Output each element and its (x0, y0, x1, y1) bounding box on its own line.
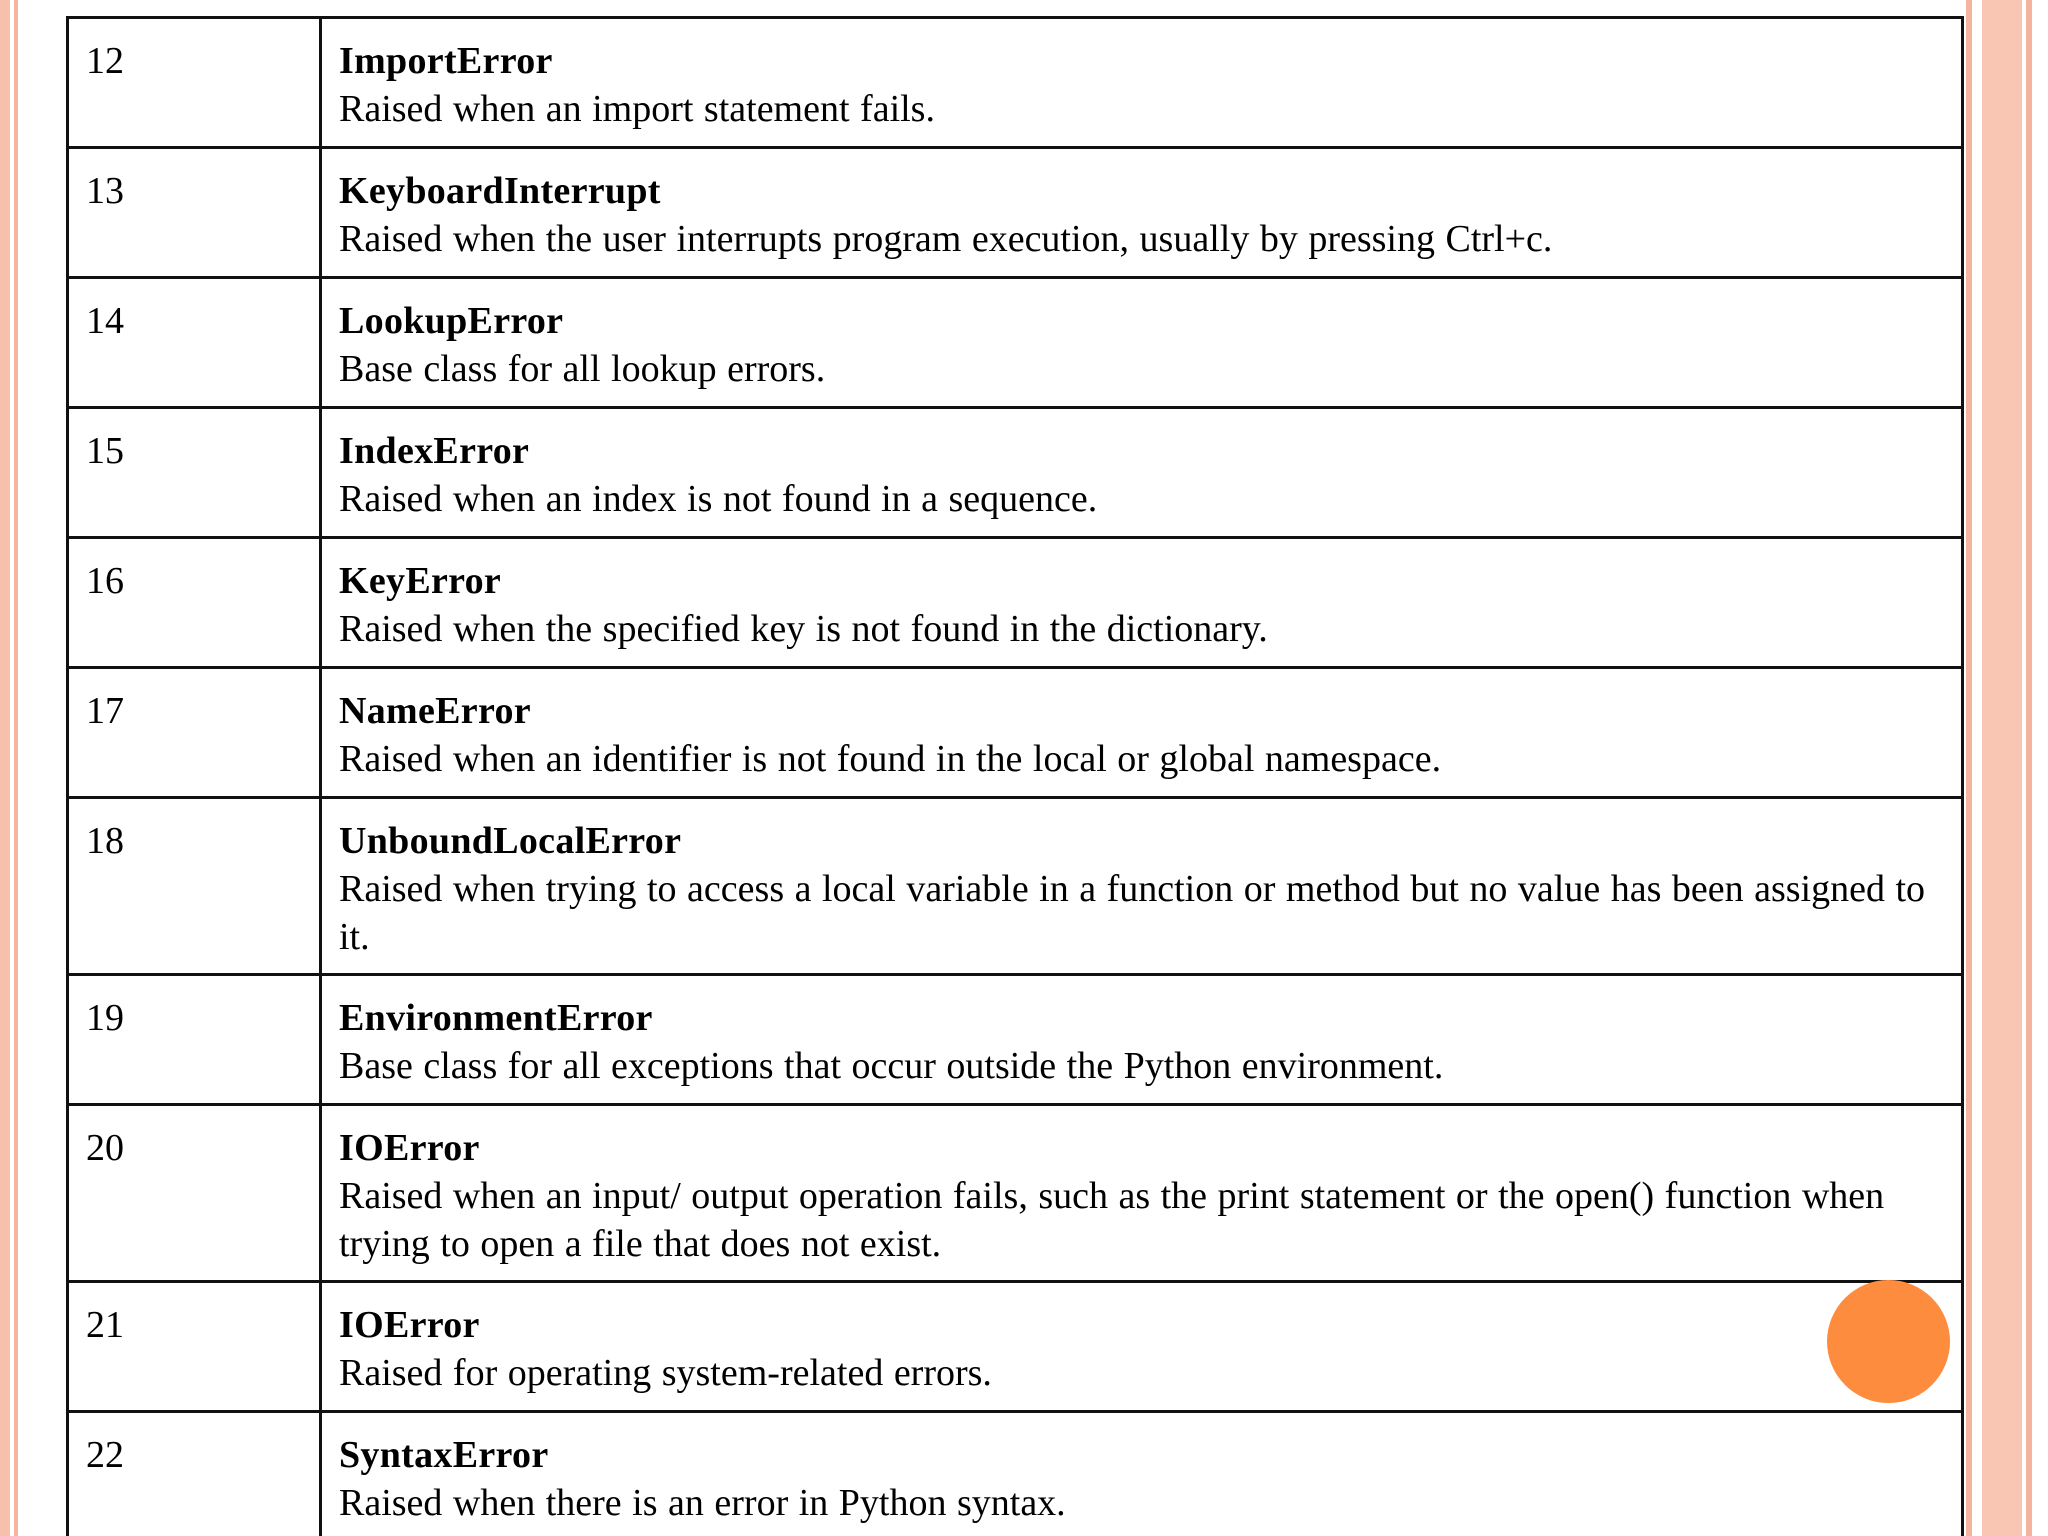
exception-name: IndexError (339, 430, 530, 472)
table-row (68, 538, 1963, 668)
row-number: 17 (68, 668, 321, 798)
exception-description: Raised for operating system-related errors. (339, 1352, 992, 1394)
exception-description: Raised when an input/ output operation fails, such as the print statement or the open() function when trying to open a file that does not exist. (339, 1175, 1885, 1265)
row-content (321, 1105, 1963, 1282)
row-number: 16 (68, 538, 321, 668)
row-number: 19 (68, 975, 321, 1105)
table-row (68, 18, 1963, 148)
exceptions-table-container (66, 16, 1964, 1536)
row-number: 22 (68, 1412, 321, 1536)
decorative-orange-circle (1827, 1280, 1950, 1403)
row-content (321, 18, 1963, 148)
exception-description: Raised when the user interrupts program execution, usually by pressing Ctrl+c. (339, 218, 1553, 260)
row-number: 14 (68, 278, 321, 408)
left-frame-stripe (0, 0, 10, 1536)
table-row (68, 278, 1963, 408)
right-frame-line-inner (1966, 0, 1972, 1536)
row-content (321, 668, 1963, 798)
exception-name: KeyboardInterrupt (339, 170, 661, 212)
exception-name: KeyError (339, 560, 502, 602)
exception-name: SyntaxError (339, 1434, 549, 1476)
exception-name: EnvironmentError (339, 997, 653, 1039)
exception-name: IOError (339, 1127, 480, 1169)
table-row (68, 1105, 1963, 1282)
table-row (68, 668, 1963, 798)
exception-description: Base class for all lookup errors. (339, 348, 826, 390)
table-row (68, 1282, 1963, 1412)
exception-name: IOError (339, 1304, 480, 1346)
row-content (321, 798, 1963, 975)
exception-name: NameError (339, 690, 531, 732)
exceptions-table (66, 16, 1964, 1536)
row-content (321, 278, 1963, 408)
exception-name: ImportError (339, 40, 553, 82)
table-row (68, 798, 1963, 975)
exception-name: LookupError (339, 300, 564, 342)
row-content (321, 1412, 1963, 1536)
exception-description: Raised when there is an error in Python syntax. (339, 1482, 1066, 1524)
right-frame-line-outer (2026, 0, 2032, 1536)
row-content (321, 148, 1963, 278)
exception-name: UnboundLocalError (339, 820, 682, 862)
row-content (321, 975, 1963, 1105)
exception-description: Base class for all exceptions that occur outside the Python environment. (339, 1045, 1444, 1087)
row-content (321, 538, 1963, 668)
left-frame-line (14, 0, 18, 1536)
row-content (321, 408, 1963, 538)
table-row (68, 975, 1963, 1105)
exception-description: Raised when an identifier is not found in the local or global namespace. (339, 738, 1442, 780)
row-number: 13 (68, 148, 321, 278)
exception-description: Raised when an import statement fails. (339, 88, 935, 130)
exception-description: Raised when an index is not found in a sequence. (339, 478, 1098, 520)
table-row (68, 1412, 1963, 1536)
row-number: 18 (68, 798, 321, 975)
table-row (68, 148, 1963, 278)
right-frame-stripe (1982, 0, 2022, 1536)
row-number: 15 (68, 408, 321, 538)
row-number: 21 (68, 1282, 321, 1412)
row-number: 20 (68, 1105, 321, 1282)
exception-description: Raised when the specified key is not found in the dictionary. (339, 608, 1268, 650)
row-number: 12 (68, 18, 321, 148)
table-row (68, 408, 1963, 538)
row-content (321, 1282, 1963, 1412)
exception-description: Raised when trying to access a local variable in a function or method but no value has been assigned to it. (339, 868, 1926, 958)
